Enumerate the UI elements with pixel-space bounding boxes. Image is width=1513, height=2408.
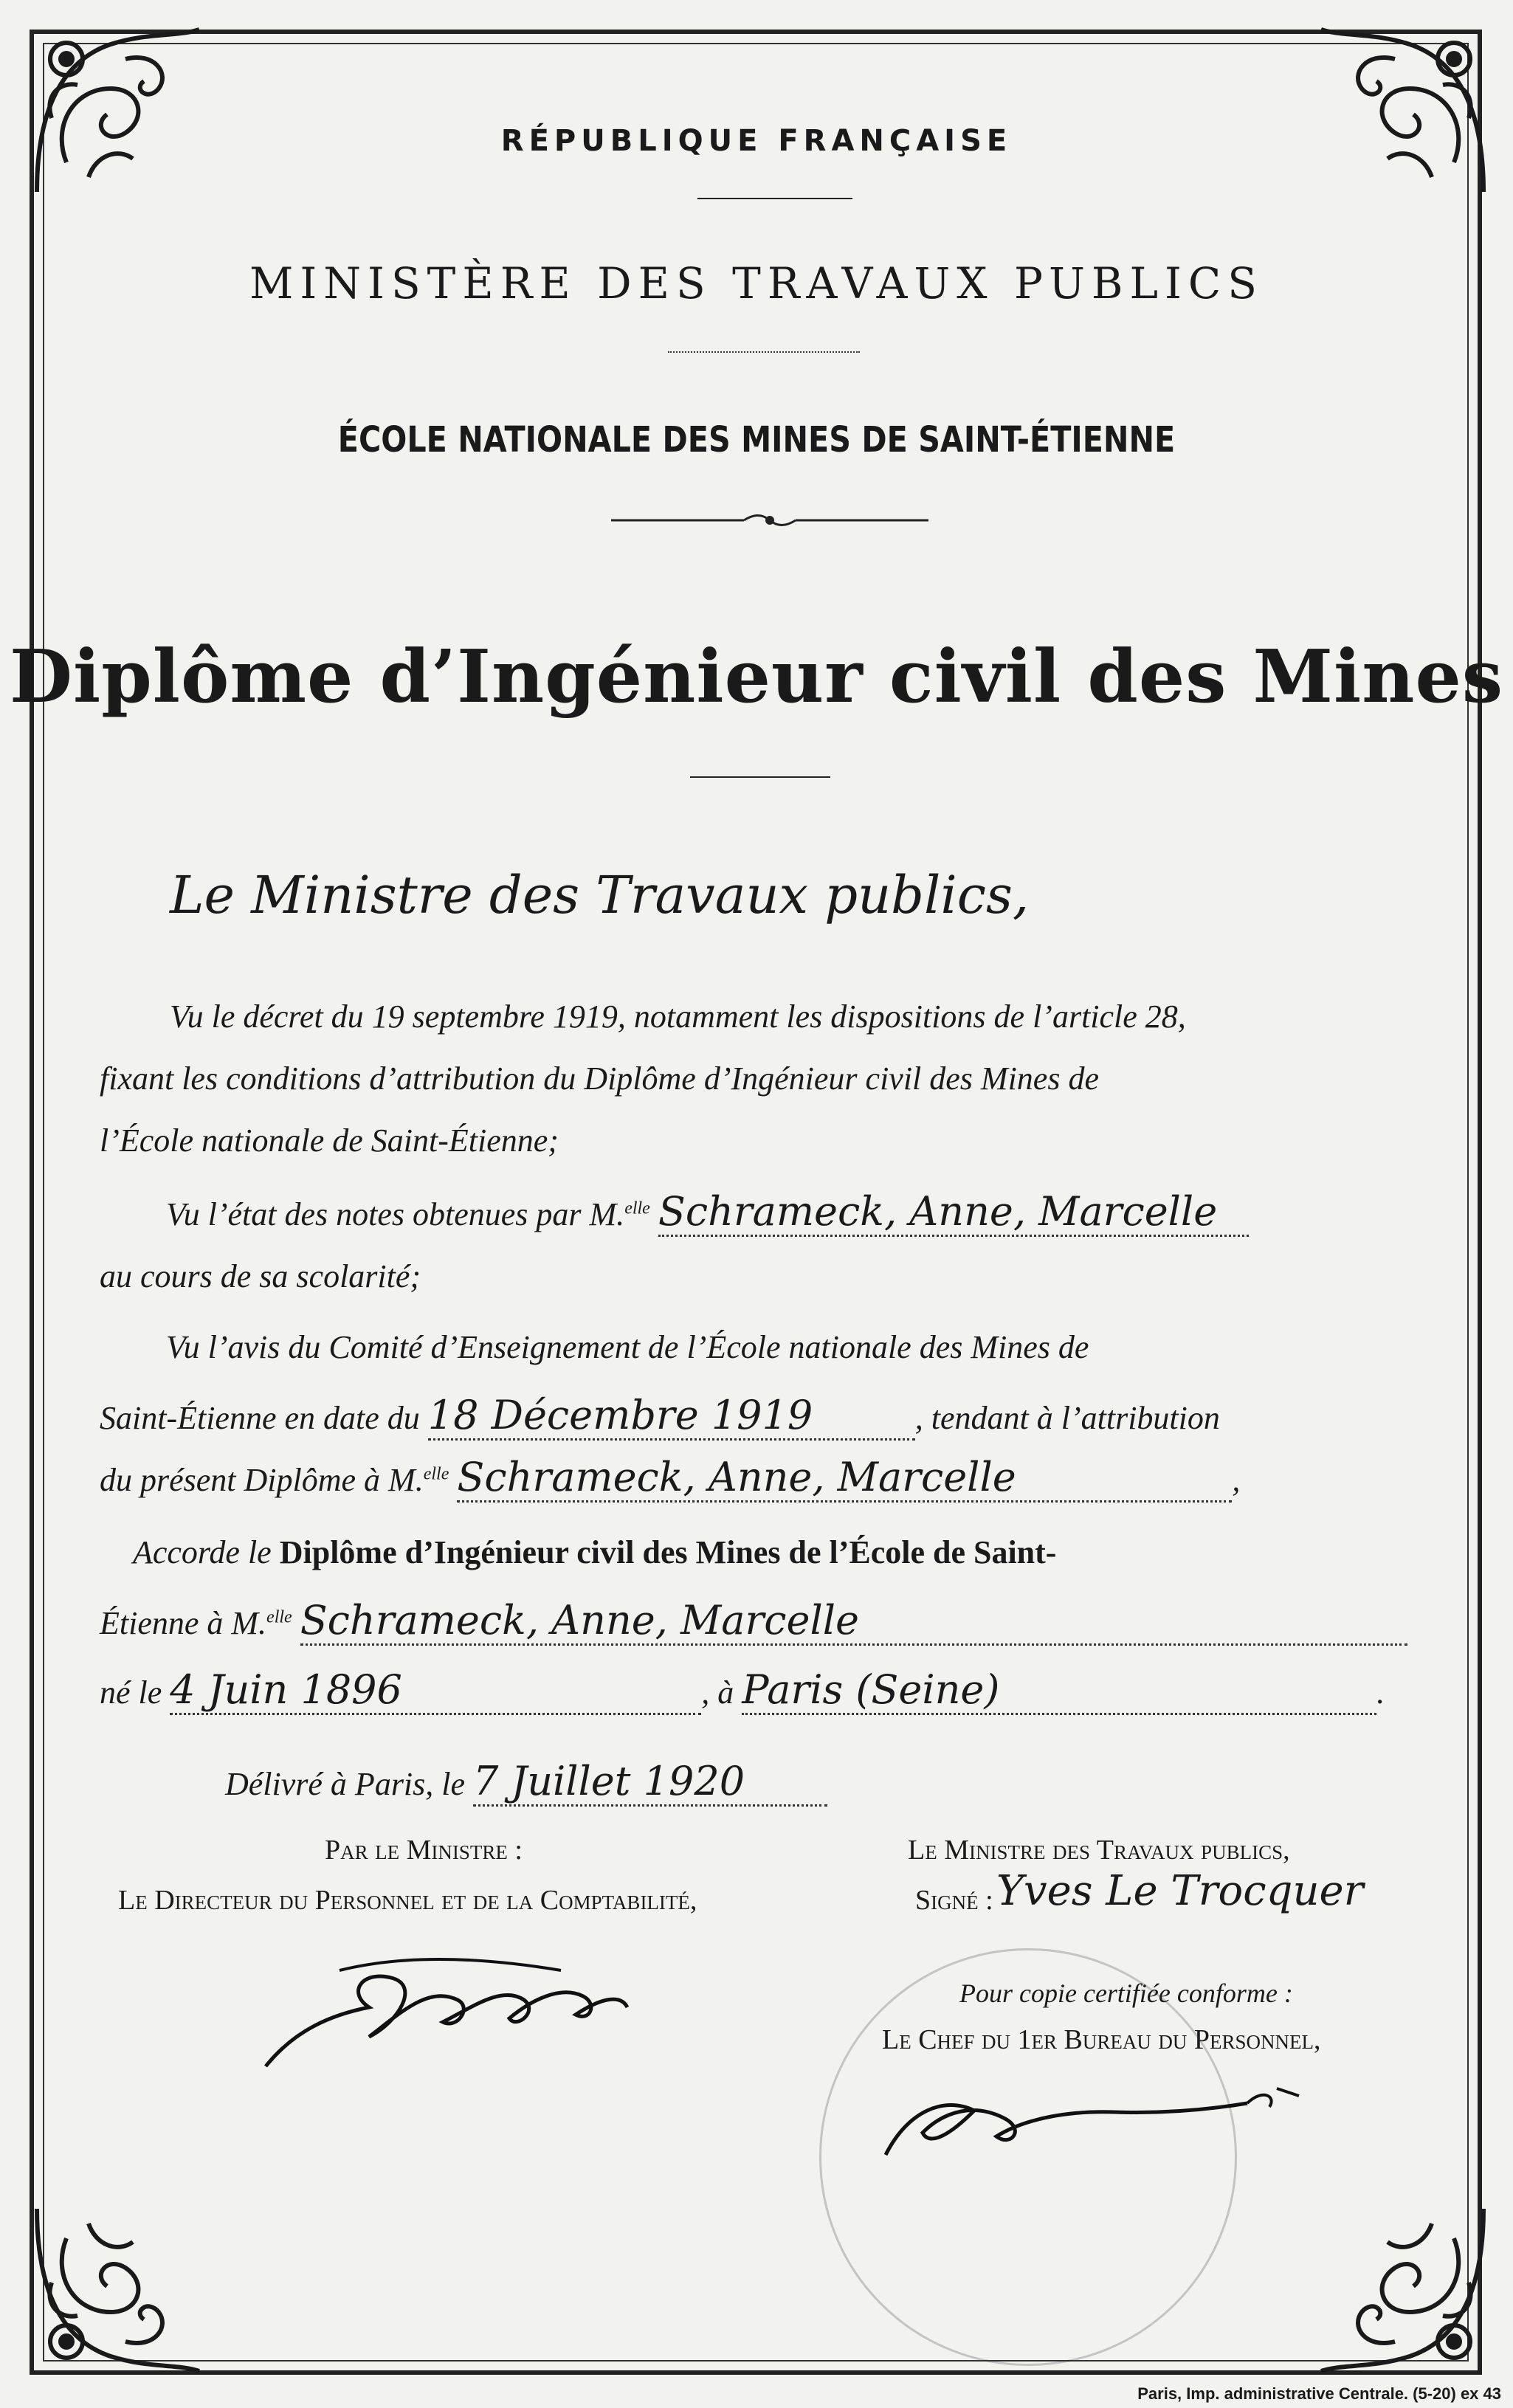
text: , <box>1232 1462 1241 1498</box>
text: Étienne à M. <box>100 1605 267 1641</box>
text: né le <box>100 1674 162 1711</box>
minister-salutation: Le Ministre des Travaux publics, <box>170 865 1030 925</box>
date-field: 18 Décembre 1919 <box>428 1392 915 1441</box>
body-line-1: Vu le décret du 19 septembre 1919, notamment les dispositions de l’article 28, <box>170 998 1186 1035</box>
text: Saint-Étienne en date du <box>100 1400 420 1436</box>
text: , tendant à l’attribution <box>914 1400 1220 1436</box>
name-field: Schrameck, Anne, Marcelle <box>658 1188 1249 1237</box>
bureau-chief-label: Le Chef du 1er Bureau du Personnel, <box>882 2024 1321 2055</box>
header-ministere: MINISTÈRE DES TRAVAUX PUBLICS <box>249 258 1264 308</box>
body-line-8 <box>100 1454 1240 1503</box>
corner-ornament-bottom-left <box>22 2194 214 2386</box>
superscript: elle <box>266 1607 292 1627</box>
divider <box>690 776 830 778</box>
director-signature <box>251 1941 635 2088</box>
left-sign-line-2: Le Directeur du Personnel et de la Comptabilité, <box>118 1885 697 1916</box>
body-line-9 <box>133 1534 1056 1571</box>
divider <box>668 349 860 353</box>
right-signe-label: Signé : <box>915 1885 993 1916</box>
printer-imprint: Paris, Imp. administrative Centrale. (5-20) ex 43 <box>1137 2384 1501 2403</box>
body-line-3: l’École nationale de Saint-Étienne; <box>100 1122 559 1159</box>
delivery-date-field: 7 Juillet 1920 <box>473 1758 827 1807</box>
header-republique: RÉPUBLIQUE FRANÇAISE <box>500 124 1013 158</box>
name-field: Schrameck, Anne, Marcelle <box>457 1454 1232 1503</box>
left-sign-line-1: Par le Ministre : <box>325 1835 523 1866</box>
text: Délivré à Paris, le <box>225 1766 466 1802</box>
birth-date-field: 4 Juin 1896 <box>170 1666 701 1715</box>
corner-ornament-top-right <box>1306 15 1498 207</box>
superscript: elle <box>624 1198 650 1218</box>
header-ecole: ÉCOLE NATIONALE DES MINES DE SAINT-ÉTIENNE <box>337 419 1176 460</box>
text: du présent Diplôme à M. <box>100 1462 424 1498</box>
right-sign-line-1: Le Ministre des Travaux publics, <box>908 1835 1290 1866</box>
bold-text: Diplôme d’Ingénieur civil des Mines de l’École de Saint- <box>279 1534 1057 1570</box>
body-line-6: Vu l’avis du Comité d’Enseignement de l’École nationale des Mines de <box>166 1329 1089 1365</box>
bureau-chief-signature <box>878 2066 1306 2184</box>
name-field: Schrameck, Anne, Marcelle <box>300 1597 1407 1646</box>
text: Vu l’état des notes obtenues par M. <box>166 1196 625 1232</box>
body-line-2: fixant les conditions d’attribution du Diplôme d’Ingénieur civil des Mines de <box>100 1060 1099 1097</box>
text: , à <box>701 1674 734 1711</box>
body-line-11 <box>100 1666 1385 1715</box>
corner-ornament-top-left <box>22 15 214 207</box>
certified-copy-label: Pour copie certifiée conforme : <box>959 1979 1293 2008</box>
diploma-title: Diplôme d’Ingénieur civil des Mines <box>10 635 1503 720</box>
divider <box>697 198 852 199</box>
minister-name: Yves Le Trocquer <box>996 1867 1364 1915</box>
superscript: elle <box>423 1464 449 1484</box>
ornamental-divider <box>611 509 928 531</box>
body-line-5: au cours de sa scolarité; <box>100 1258 421 1294</box>
birth-place-field: Paris (Seine) <box>742 1666 1376 1715</box>
delivery-line <box>225 1758 827 1807</box>
corner-ornament-bottom-right <box>1306 2194 1498 2386</box>
body-line-7 <box>100 1392 1220 1441</box>
body-line-10 <box>100 1597 1407 1646</box>
text: . <box>1376 1674 1385 1711</box>
text: Accorde le <box>133 1534 272 1570</box>
body-line-4 <box>166 1188 1249 1237</box>
